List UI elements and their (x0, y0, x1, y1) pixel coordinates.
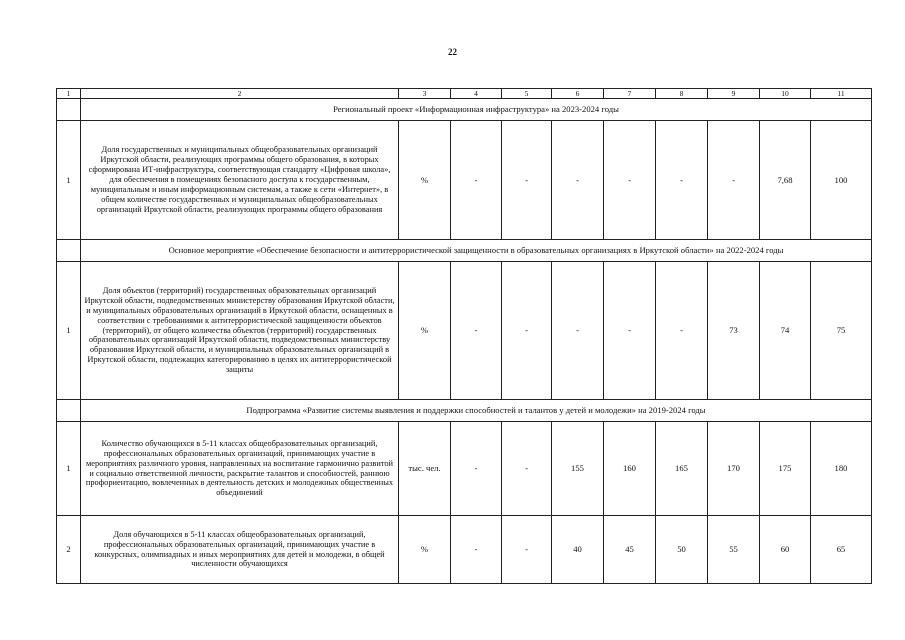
value-cell: - (656, 262, 708, 400)
indicator-description: Количество обучающихся в 5-11 классах общеобразовательных организаций, профессиональных образовательных организаций, принимающих участие в мероприятиях различного уровня, направленных на воспитание гармонично развитой и социально ответственной личности, раскрытие талантов и способностей, раннюю профориентацию, вовлеченных в деятельность детских и молодежных общественных объединений (81, 422, 399, 516)
column-number: 5 (502, 89, 552, 99)
row-index: 1 (57, 121, 81, 240)
table-row (57, 516, 872, 584)
section-title: Основное мероприятие «Обеспечение безопасности и антитеррористической защищенности в образовательных организациях в Иркутской области» на 2022-2024 годы (81, 240, 872, 262)
table-row (57, 121, 872, 240)
value-cell: 180 (811, 422, 872, 516)
value-cell: 170 (708, 422, 760, 516)
column-number: 11 (811, 89, 872, 99)
indicators-table (56, 88, 872, 584)
row-index: 1 (57, 422, 81, 516)
column-number: 4 (451, 89, 502, 99)
indicator-description: Доля объектов (территорий) государственных образовательных организаций Иркутской области, подведомственных министерству образования Иркутской области, и муниципальных образовательных организаций в Иркутской области, оснащенных в соответствии с требованиями к антитеррористической защищенности объектов (территорий), от общего количества объектов (территорий) государственных образовательных организаций Иркутской области, подведомственных министерству образования Иркутской области, и муниципальных образовательных организаций в Иркутской области, подлежащих категорированию в целях их антитеррористической защиты (81, 262, 399, 400)
value-cell: 60 (760, 516, 811, 584)
value-cell: - (502, 121, 552, 240)
row-index: 1 (57, 262, 81, 400)
table-row (57, 422, 872, 516)
column-number-row (57, 89, 872, 99)
section-header-row (57, 240, 872, 262)
value-cell: 40 (552, 516, 604, 584)
value-cell: - (552, 121, 604, 240)
value-cell: - (502, 422, 552, 516)
value-cell: - (708, 121, 760, 240)
section-title: Подпрограмма «Развитие системы выявления и поддержки способностей и талантов у детей и молодежи» на 2019-2024 годы (81, 400, 872, 422)
value-cell: 160 (604, 422, 656, 516)
value-cell: - (451, 262, 502, 400)
column-number: 2 (81, 89, 399, 99)
column-number: 1 (57, 89, 81, 99)
value-cell: - (604, 121, 656, 240)
value-cell: - (451, 516, 502, 584)
column-number: 8 (656, 89, 708, 99)
value-cell: 50 (656, 516, 708, 584)
unit-cell: % (399, 516, 451, 584)
value-cell: - (451, 422, 502, 516)
value-cell: - (552, 262, 604, 400)
page-number: 22 (448, 47, 457, 57)
value-cell: 155 (552, 422, 604, 516)
value-cell: - (502, 262, 552, 400)
section-title: Региональный проект «Информационная инфраструктура» на 2023-2024 годы (81, 99, 872, 121)
value-cell: 45 (604, 516, 656, 584)
value-cell: - (451, 121, 502, 240)
column-number: 10 (760, 89, 811, 99)
section-header-row (57, 99, 872, 121)
column-number: 6 (552, 89, 604, 99)
value-cell: 100 (811, 121, 872, 240)
value-cell: - (502, 516, 552, 584)
unit-cell: тыс. чел. (399, 422, 451, 516)
value-cell: 175 (760, 422, 811, 516)
value-cell: 65 (811, 516, 872, 584)
value-cell: - (604, 262, 656, 400)
indicator-description: Доля государственных и муниципальных общеобразовательных организаций Иркутской области, реализующих программы общего образования, в которых сформирована ИТ-инфраструктура, соответствующая стандарту «Цифровая школа», для обеспечения в помещениях безопасного доступа к государственным, муниципальным и иным информационным системам, а также к сети «Интернет», в общем количестве государственных и муниципальных общеобразовательных организаций Иркутской области, реализующих программы общего образования (81, 121, 399, 240)
value-cell: 165 (656, 422, 708, 516)
row-index: 2 (57, 516, 81, 584)
column-number: 3 (399, 89, 451, 99)
value-cell: 74 (760, 262, 811, 400)
unit-cell: % (399, 121, 451, 240)
value-cell: 55 (708, 516, 760, 584)
value-cell: 73 (708, 262, 760, 400)
unit-cell: % (399, 262, 451, 400)
column-number: 7 (604, 89, 656, 99)
value-cell: 75 (811, 262, 872, 400)
indicator-description: Доля обучающихся в 5-11 классах общеобразовательных организаций, профессиональных образовательных организаций, принимающих участие в конкурсных, олимпиадных и иных мероприятиях для детей и молодежи, в общей численности обучающихся (81, 516, 399, 584)
table-row (57, 262, 872, 400)
value-cell: - (656, 121, 708, 240)
column-number: 9 (708, 89, 760, 99)
value-cell: 7,68 (760, 121, 811, 240)
section-header-row (57, 400, 872, 422)
